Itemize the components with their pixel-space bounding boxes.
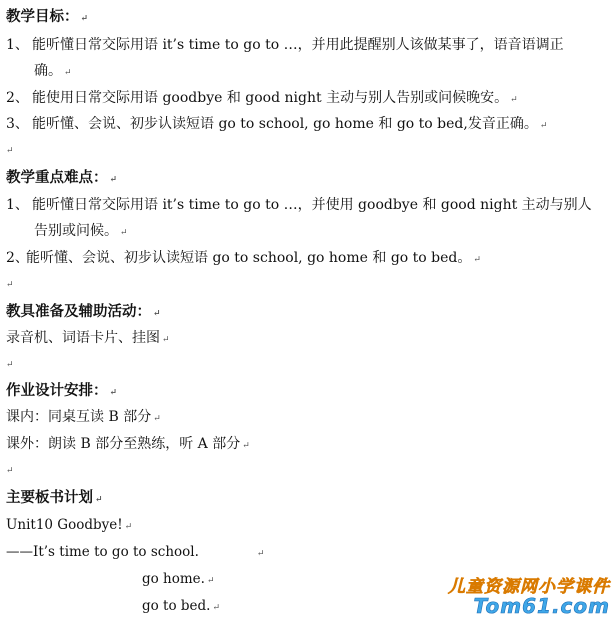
homework-heading: 作业设计安排： ↵	[6, 382, 118, 399]
board-plan-unit: Unit10 Goodbye! ↵	[6, 517, 133, 533]
empty-paragraph: ↵	[6, 466, 14, 476]
goal-item-2: 2、 能使用日常交际用语 goodbye 和 good night 主动与别人告别或问候晚安。 ↵	[6, 90, 518, 106]
homework-in-class: 课内：同桌互读 B 部分 ↵	[6, 409, 161, 425]
goal-item-3: 3、 能听懂、会说、初步认读短语 go to school, go home 和 go to bed,发音正确。 ↵	[6, 116, 548, 132]
board-plan-line-1: ——It’s time to go to school. ↵	[6, 544, 265, 560]
homework-after-class: 课外：朗读 B 部分至熟练，听 A 部分 ↵	[6, 436, 250, 452]
tools-text: 录音机、词语卡片、挂图 ↵	[6, 330, 170, 346]
site-watermark-logo	[396, 572, 610, 620]
key-point-item-2: 2、能听懂、会说、初步认读短语 go to school, go home 和 go to bed。 ↵	[6, 250, 481, 266]
board-plan-line-2: go home. ↵	[142, 571, 215, 587]
goal-item-1: 1、 能听懂日常交际用语 it’s time to go to …，并用此提醒别人该做某事了，语音语调正	[6, 37, 564, 53]
key-point-item-1-continued: 告别或问候。 ↵	[34, 223, 128, 239]
key-point-item-1: 1、 能听懂日常交际用语 it’s time to go to …，并使用 goodbye 和 good night 主动与别人	[6, 197, 592, 213]
tools-heading: 教具准备及辅助活动： ↵	[6, 303, 161, 320]
empty-paragraph: ↵	[6, 280, 14, 290]
key-points-heading: 教学重点难点： ↵	[6, 169, 118, 186]
board-plan-line-3: go to bed. ↵	[142, 598, 221, 614]
watermark-bottom-text: Tom61.com	[473, 594, 610, 618]
empty-paragraph: ↵	[6, 146, 14, 156]
goals-heading: 教学目标： ↵	[6, 8, 89, 25]
goal-item-1-continued: 确。 ↵	[34, 63, 72, 79]
board-plan-heading: 主要板书计划 ↵	[6, 489, 103, 506]
watermark-top-text: 儿童资源网小学课件	[448, 577, 610, 597]
empty-paragraph: ↵	[6, 360, 14, 370]
